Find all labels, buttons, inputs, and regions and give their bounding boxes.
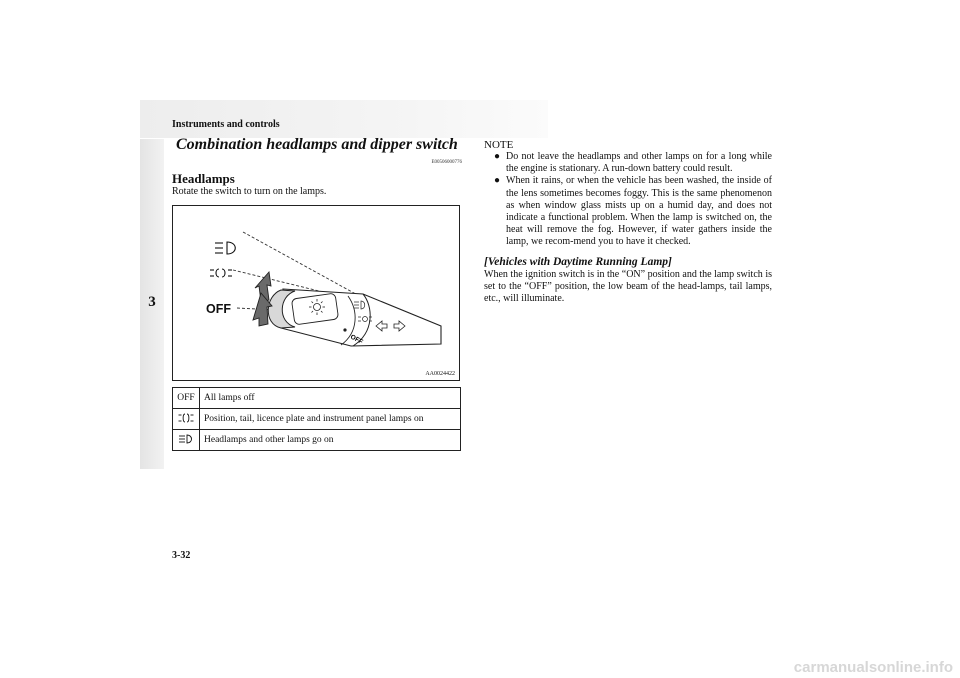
table-description-cell: Headlamps and other lamps go on: [200, 430, 461, 451]
section-code: E00506000776: [431, 160, 462, 165]
list-item: [484, 151, 772, 175]
section-title: Combination headlamps and dipper switch: [176, 136, 458, 153]
headlamp-symbol-icon: [215, 242, 235, 254]
intro-text: Rotate the switch to turn on the lamps.: [172, 186, 327, 197]
note-text: When it rains, or when the vehicle has been washed, the inside of the lens sometimes becomes foggy. This is the same phenomenon as when window glass mists up on a humid day, and does not indicate a functional problem. When the lamp is switched on, the heat will remove the fog. However, if water gathers inside the lamp, we recom-mend you to have it checked.: [506, 175, 772, 248]
chapter-number: 3: [148, 294, 156, 310]
note-label: NOTE: [484, 139, 514, 151]
headlamp-switch-figure: [172, 205, 460, 381]
table-description-cell: All lamps off: [200, 388, 461, 409]
right-column: [484, 140, 772, 305]
bullet-icon: ●: [494, 151, 501, 162]
note-list: [484, 151, 772, 249]
lamp-position-table: [172, 387, 461, 451]
table-symbol-cell: [173, 430, 200, 451]
figure-code: AA0024422: [425, 371, 455, 377]
drl-text: When the ignition switch is in the “ON” position and the lamp switch is set to the “OFF” position, the low beam of the head-lamps, tail lamps, etc., will illuminate.: [484, 268, 772, 305]
drl-heading: [Vehicles with Daytime Running Lamp]: [484, 255, 672, 268]
table-row: [173, 388, 461, 409]
header-title: Instruments and controls: [172, 119, 280, 130]
headlamp-icon: [178, 434, 194, 444]
note-text: Do not leave the headlamps and other lamps on for a long while the engine is stationary. A run-down battery could result.: [506, 151, 772, 175]
position-lamp-symbol-icon: [210, 269, 232, 277]
table-row: [173, 430, 461, 451]
off-symbol-label: OFF: [177, 393, 195, 403]
table-description-cell: Position, tail, licence plate and instrument panel lamps on: [200, 409, 461, 430]
table-symbol-cell: [173, 409, 200, 430]
table-symbol-cell: [173, 388, 200, 409]
off-position-label: OFF: [206, 302, 231, 316]
page-number: 3-32: [172, 550, 191, 561]
switch-illustration: [173, 206, 460, 381]
ring-off-label: OFF: [349, 333, 364, 346]
position-lamp-icon: [178, 413, 194, 423]
bullet-icon: ●: [494, 175, 501, 187]
subsection-title: Headlamps: [172, 171, 235, 186]
watermark: carmanualsonline.info: [793, 659, 953, 676]
table-row: [173, 409, 461, 430]
ring-indicator-dot: [343, 328, 346, 331]
list-item: [484, 175, 772, 248]
